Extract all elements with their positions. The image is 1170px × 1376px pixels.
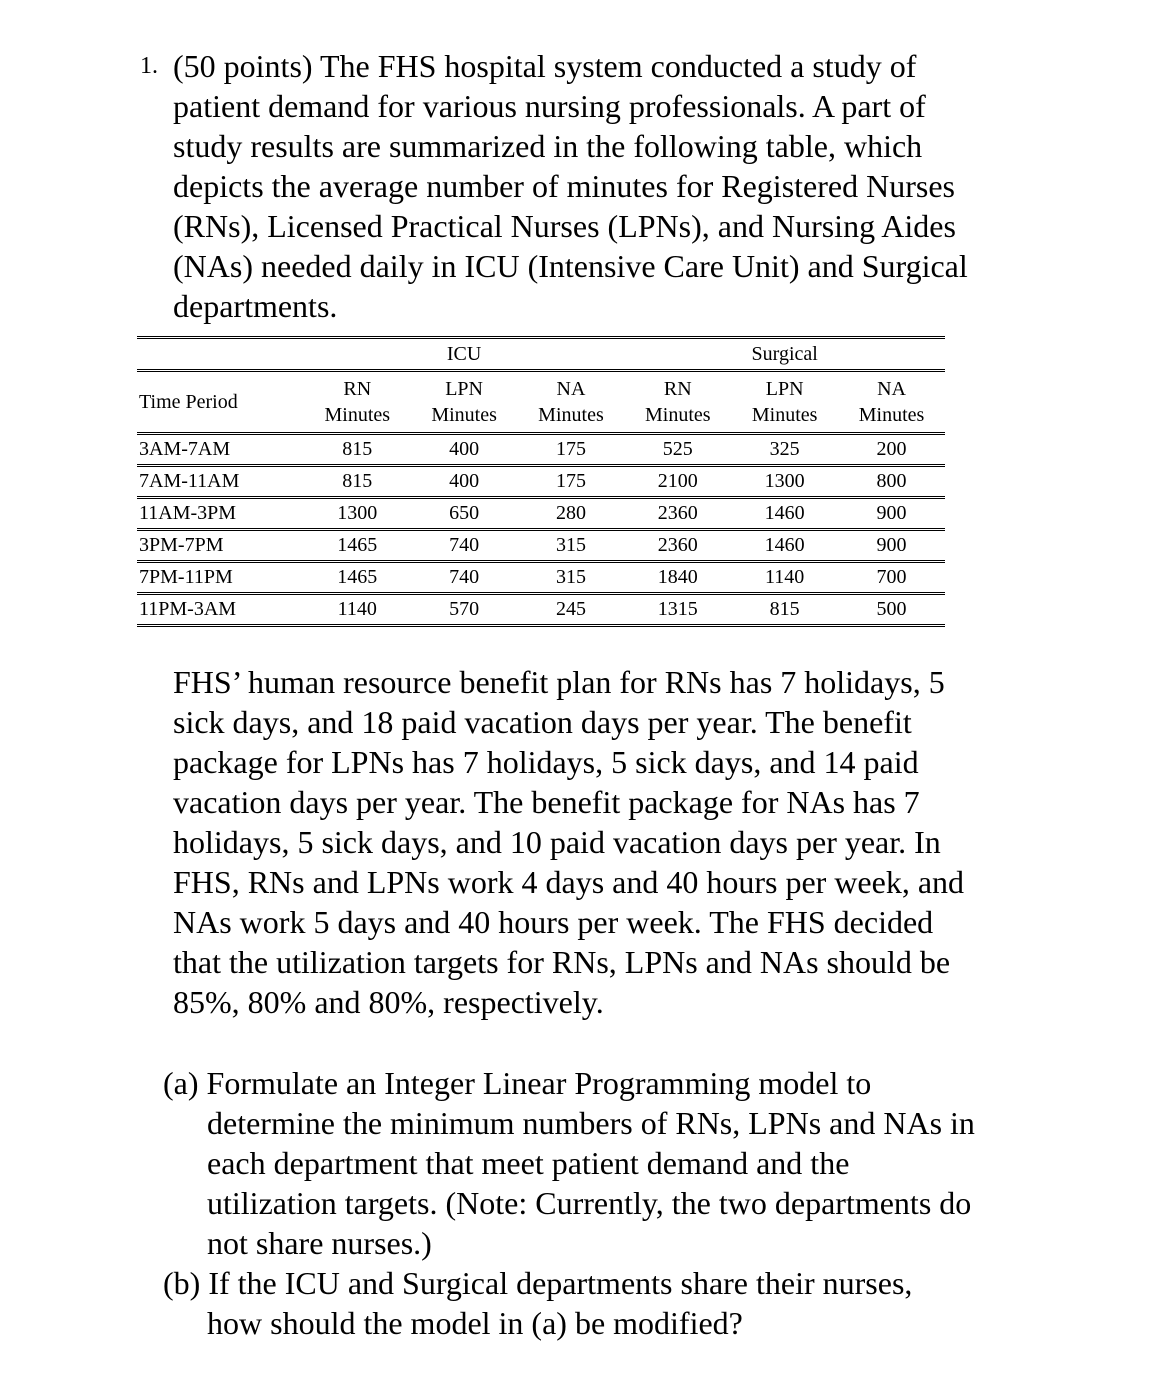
column-header-line: Minutes <box>858 404 925 426</box>
table-row <box>137 466 945 498</box>
minutes-cell: 900 <box>838 498 945 530</box>
text-line: utilization targets. (Note: Currently, the two departments do <box>207 1185 972 1221</box>
text-line: (50 points) The FHS hospital system conducted a study of <box>173 48 917 84</box>
column-header-line: Minutes <box>645 404 711 426</box>
text-line: sick days, and 18 paid vacation days per year. The benefit <box>173 704 912 740</box>
minutes-cell: 400 <box>411 466 518 498</box>
minutes-cell: 1140 <box>304 594 411 626</box>
minutes-cell: 500 <box>838 594 945 626</box>
text-line: (RNs), Licensed Practical Nurses (LPNs), and Nursing Aides <box>173 208 956 244</box>
minutes-cell: 815 <box>731 594 838 626</box>
text-line: not share nurses.) <box>207 1225 432 1261</box>
minutes-cell: 525 <box>624 434 731 466</box>
minutes-cell: 1840 <box>624 562 731 594</box>
text-line: (NAs) needed daily in ICU (Intensive Care Unit) and Surgical <box>173 248 968 284</box>
minutes-cell: 1460 <box>731 530 838 562</box>
minutes-cell: 200 <box>838 434 945 466</box>
text-line: depicts the average number of minutes for Registered Nurses <box>173 168 955 204</box>
column-header-line: LPN <box>765 378 804 400</box>
text-line: (b) If the ICU and Surgical departments share their nurses, <box>163 1265 913 1301</box>
minutes-cell: 1460 <box>731 498 838 530</box>
group-header: ICU <box>304 338 625 371</box>
minutes-cell: 325 <box>731 434 838 466</box>
minutes-cell: 1315 <box>624 594 731 626</box>
column-header-row <box>137 371 945 434</box>
minutes-cell: 280 <box>518 498 625 530</box>
minutes-cell: 1465 <box>304 530 411 562</box>
time-period-cell: 7AM-11AM <box>137 466 304 498</box>
group-header-row <box>137 338 945 371</box>
minutes-cell: 900 <box>838 530 945 562</box>
empty-cell <box>137 338 304 371</box>
minutes-cell: 650 <box>411 498 518 530</box>
time-period-cell: 3AM-7AM <box>137 434 304 466</box>
minutes-cell: 2360 <box>624 498 731 530</box>
column-header-line: NA <box>877 378 906 400</box>
column-header-line: Minutes <box>324 404 391 426</box>
benefit-paragraph <box>173 662 964 1022</box>
column-header <box>304 371 411 434</box>
minutes-cell: 815 <box>304 466 411 498</box>
table-row <box>137 530 945 562</box>
text-line: NAs work 5 days and 40 hours per week. The FHS decided <box>173 904 934 940</box>
text-line: vacation days per year. The benefit package for NAs has 7 <box>173 784 920 820</box>
minutes-cell: 1300 <box>731 466 838 498</box>
minutes-cell: 2360 <box>624 530 731 562</box>
group-header: Surgical <box>624 338 945 371</box>
column-header-line: NA <box>556 378 586 400</box>
column-header-line: RN <box>663 378 692 400</box>
column-header-line: LPN <box>445 378 483 400</box>
text-line: that the utilization targets for RNs, LPNs and NAs should be <box>173 944 951 980</box>
column-header <box>731 371 838 434</box>
text-line: FHS’ human resource benefit plan for RNs has 7 holidays, 5 <box>173 664 945 700</box>
column-header <box>518 371 625 434</box>
minutes-cell: 2100 <box>624 466 731 498</box>
minutes-cell: 740 <box>411 562 518 594</box>
text-line: departments. <box>173 288 338 324</box>
minutes-cell: 1140 <box>731 562 838 594</box>
column-header-line: RN <box>343 378 372 400</box>
question-parts <box>163 1063 975 1343</box>
column-header <box>624 371 731 434</box>
minutes-cell: 1465 <box>304 562 411 594</box>
table-row <box>137 434 945 466</box>
text-line: holidays, 5 sick days, and 10 paid vacation days per year. In <box>173 824 941 860</box>
time-period-cell: 11AM-3PM <box>137 498 304 530</box>
minutes-cell: 1300 <box>304 498 411 530</box>
minutes-cell: 315 <box>518 562 625 594</box>
minutes-cell: 245 <box>518 594 625 626</box>
text-line: (a) Formulate an Integer Linear Programming model to <box>163 1065 872 1101</box>
text-line: study results are summarized in the following table, which <box>173 128 923 164</box>
minutes-cell: 800 <box>838 466 945 498</box>
table-row <box>137 498 945 530</box>
column-header <box>411 371 518 434</box>
text-line: package for LPNs has 7 holidays, 5 sick days, and 14 paid <box>173 744 919 780</box>
minutes-cell: 400 <box>411 434 518 466</box>
column-header-line: Minutes <box>538 404 604 426</box>
time-period-cell: 7PM-11PM <box>137 562 304 594</box>
text-line: determine the minimum numbers of RNs, LPNs and NAs in <box>207 1105 975 1141</box>
text-line: each department that meet patient demand and the <box>207 1145 850 1181</box>
question-part-0 <box>163 1063 975 1263</box>
table-row <box>137 594 945 626</box>
text-line: FHS, RNs and LPNs work 4 days and 40 hours per week, and <box>173 864 965 900</box>
time-period-header: Time Period <box>137 371 304 434</box>
intro-paragraph <box>173 46 968 326</box>
text-line: 85%, 80% and 80%, respectively. <box>173 984 604 1020</box>
text-line: how should the model in (a) be modified? <box>207 1305 743 1341</box>
minutes-cell: 175 <box>518 434 625 466</box>
column-header <box>838 371 945 434</box>
column-header-line: Minutes <box>751 404 818 426</box>
minutes-cell: 815 <box>304 434 411 466</box>
minutes-cell: 740 <box>411 530 518 562</box>
minutes-cell: 570 <box>411 594 518 626</box>
minutes-cell: 700 <box>838 562 945 594</box>
minutes-cell: 175 <box>518 466 625 498</box>
time-period-cell: 3PM-7PM <box>137 530 304 562</box>
minutes-cell: 315 <box>518 530 625 562</box>
column-header-line: Minutes <box>431 404 497 426</box>
question-part-1 <box>163 1263 975 1343</box>
time-period-cell: 11PM-3AM <box>137 594 304 626</box>
nursing-demand-table <box>137 336 945 627</box>
table-row <box>137 562 945 594</box>
text-line: patient demand for various nursing professionals. A part of <box>173 88 926 124</box>
question-number: 1. <box>140 53 158 79</box>
